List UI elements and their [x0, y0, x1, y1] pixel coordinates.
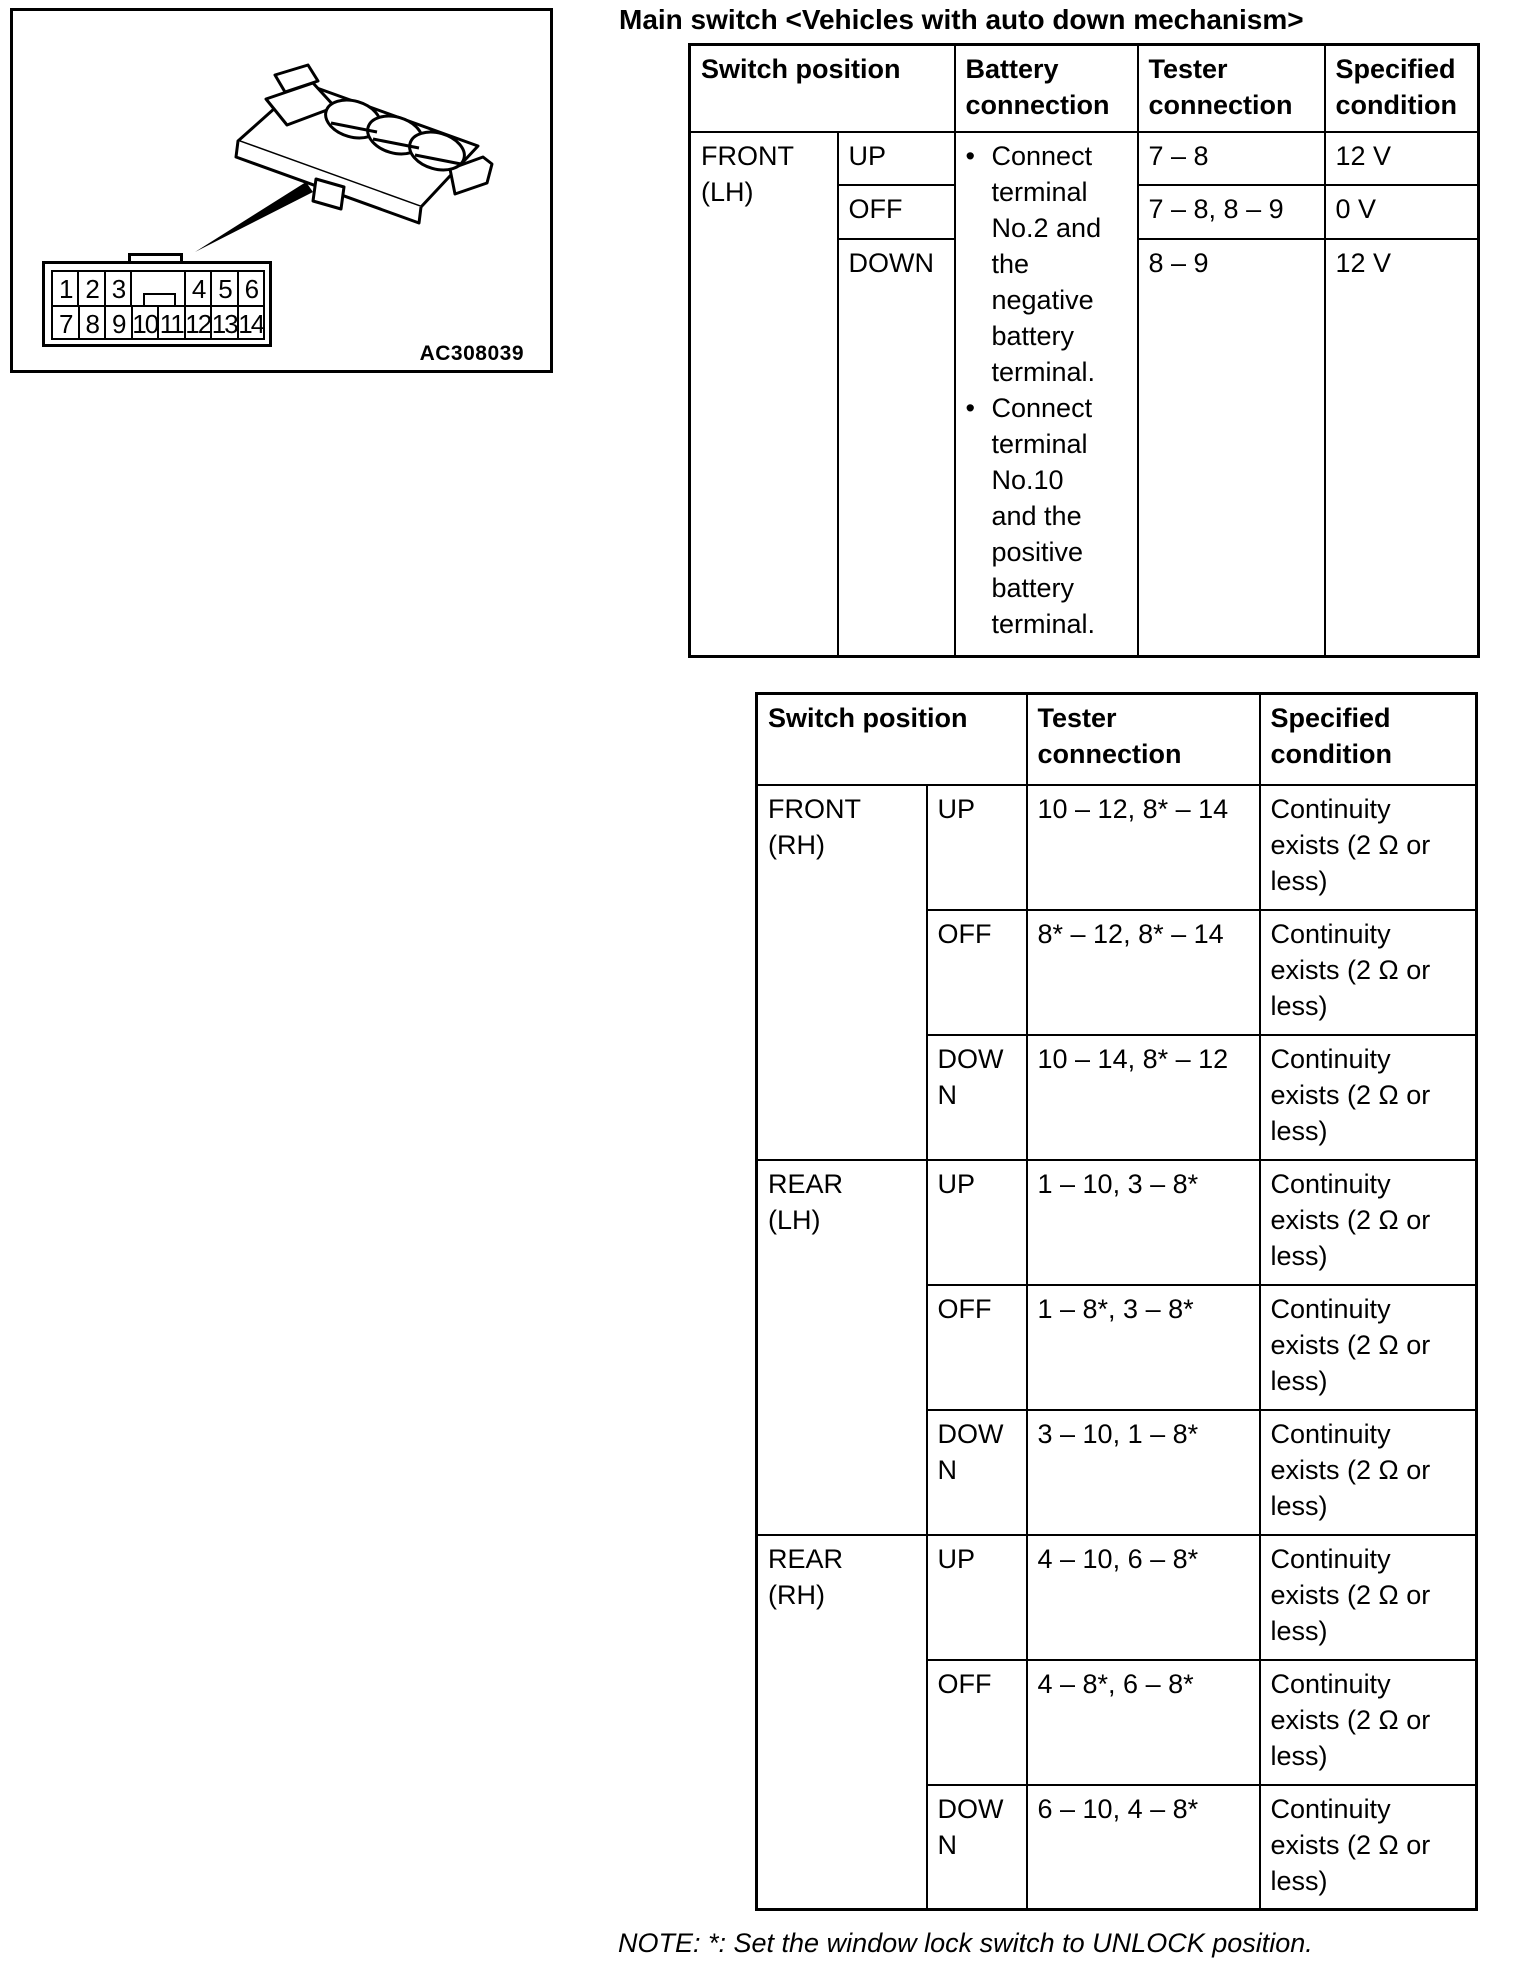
column-header-switch-position: Switch position [690, 45, 955, 132]
specified-condition-cell: Continuity exists (2 Ω or less) [1260, 1035, 1477, 1160]
tester-connection-cell: 7 – 8, 8 – 9 [1138, 185, 1325, 239]
position-cell: DOWN [838, 239, 955, 657]
table-row [757, 785, 1477, 910]
table-row [690, 132, 1479, 185]
column-header-tester-connection: Tester connection [1138, 45, 1325, 132]
column-header-tester-connection: Tester connection [1027, 694, 1260, 785]
table-row [757, 1535, 1477, 1660]
switch-group-cell: REAR (RH) [757, 1535, 927, 1910]
list-item: • Connect terminal No.10 and the positive battery terminal. [966, 390, 1129, 642]
pin-cell: 4 [184, 272, 210, 305]
tester-connection-cell: 4 – 8*, 6 – 8* [1027, 1660, 1260, 1785]
column-header-specified-condition: Specified condition [1325, 45, 1479, 132]
pin-cell: 12 [185, 308, 210, 339]
figure-panel [10, 8, 553, 373]
pin-cell: 6 [237, 272, 263, 305]
pin-cell: 9 [104, 307, 131, 340]
table-row [757, 1160, 1477, 1285]
position-cell: OFF [838, 185, 955, 239]
position-cell: OFF [927, 1285, 1027, 1410]
tester-connection-cell: 10 – 14, 8* – 12 [1027, 1035, 1260, 1160]
position-cell: DOWN [927, 1410, 1027, 1535]
tester-connection-cell: 1 – 8*, 3 – 8* [1027, 1285, 1260, 1410]
specified-condition-cell: Continuity exists (2 Ω or less) [1260, 785, 1477, 910]
column-header-battery-connection: Battery connection [955, 45, 1138, 132]
tester-connection-cell: 7 – 8 [1138, 132, 1325, 185]
specified-condition-cell: Continuity exists (2 Ω or less) [1260, 1160, 1477, 1285]
position-cell: UP [927, 1160, 1027, 1285]
connector-notch [143, 293, 176, 307]
list-item: • Connect terminal No.2 and the negative battery terminal. [966, 138, 1129, 390]
specified-condition-cell: Continuity exists (2 Ω or less) [1260, 1285, 1477, 1410]
tester-connection-cell: 6 – 10, 4 – 8* [1027, 1785, 1260, 1910]
specified-condition-cell: Continuity exists (2 Ω or less) [1260, 1410, 1477, 1535]
connector-pin-diagram [42, 261, 272, 347]
tester-connection-cell: 4 – 10, 6 – 8* [1027, 1535, 1260, 1660]
battery-connection-cell [955, 132, 1138, 657]
specified-condition-cell: Continuity exists (2 Ω or less) [1260, 1660, 1477, 1785]
pin-cell: 3 [104, 272, 130, 305]
pointer-arrow-icon [195, 182, 313, 252]
specified-condition-cell: 12 V [1325, 239, 1479, 657]
position-cell: UP [838, 132, 955, 185]
specified-condition-cell: Continuity exists (2 Ω or less) [1260, 1535, 1477, 1660]
pin-cell: 11 [157, 307, 184, 340]
specified-condition-cell: Continuity exists (2 Ω or less) [1260, 1785, 1477, 1910]
tester-connection-cell: 8 – 9 [1138, 239, 1325, 657]
tester-connection-cell: 10 – 12, 8* – 14 [1027, 785, 1260, 910]
column-header-switch-position: Switch position [757, 694, 1027, 785]
note-text: NOTE: *: Set the window lock switch to UNLOCK position. [618, 1928, 1313, 1958]
pin-row-bottom [53, 307, 263, 340]
switch-group-cell: REAR (LH) [757, 1160, 927, 1535]
specified-condition-cell: 0 V [1325, 185, 1479, 239]
tester-connection-cell: 3 – 10, 1 – 8* [1027, 1410, 1260, 1535]
switch-group-cell: FRONT (RH) [757, 785, 927, 1160]
position-cell: DOWN [927, 1035, 1027, 1160]
continuity-table [755, 692, 1478, 1911]
figure-code-label: AC308039 [419, 342, 524, 365]
pin-cell: 5 [210, 272, 236, 305]
position-cell: OFF [927, 1660, 1027, 1785]
position-cell: UP [927, 1535, 1027, 1660]
bullet-icon: • [965, 140, 975, 171]
bullet-icon: • [965, 392, 975, 423]
pin-cell: 14 [238, 308, 263, 339]
specified-condition-cell: Continuity exists (2 Ω or less) [1260, 910, 1477, 1035]
pin-cell: 13 [211, 308, 237, 339]
tester-connection-cell: 1 – 10, 3 – 8* [1027, 1160, 1260, 1285]
pin-cell: 2 [77, 272, 103, 305]
pin-row-top [53, 272, 263, 307]
pin-cell: 8 [78, 307, 105, 340]
main-switch-table [688, 43, 1480, 658]
pin-cell: 10 [132, 308, 157, 339]
pin-cell: 1 [58, 273, 72, 304]
column-header-specified-condition: Specified condition [1260, 694, 1477, 785]
position-cell: UP [927, 785, 1027, 910]
section-title: Main switch <Vehicles with auto down mechanism> [619, 4, 1304, 35]
connector-pin-grid [51, 270, 265, 340]
specified-condition-cell: 12 V [1325, 132, 1479, 185]
tester-connection-cell: 8* – 12, 8* – 14 [1027, 910, 1260, 1035]
position-cell: OFF [927, 910, 1027, 1035]
position-cell: DOWN [927, 1785, 1027, 1910]
switch-group-cell: FRONT (LH) [690, 132, 838, 657]
pin-cell: 7 [59, 308, 72, 339]
